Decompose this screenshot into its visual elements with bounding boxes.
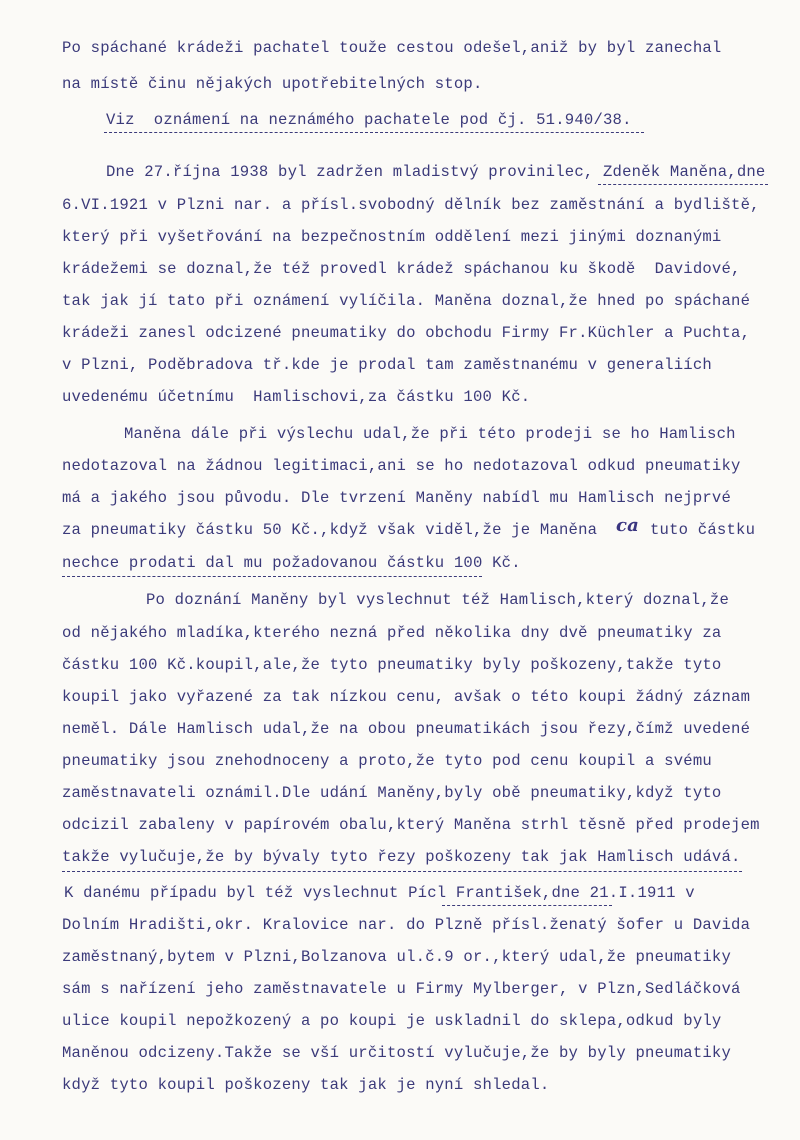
text-line-16: nechce prodati dal mu požadovanou částku 100 Kč.: [62, 554, 521, 572]
text-line-19: částku 100 Kč.koupil,ale,že tyto pneumatiky byly poškozeny,takže tyto: [62, 656, 722, 674]
name-underline: [598, 184, 768, 185]
reference-line: Viz oznámení na neznámého pachatele pod čj. 51.940/38.: [106, 111, 632, 129]
text-line-7: krádežemi se doznal,že též provedl krádež spáchanou ku škodě Davidové,: [62, 260, 741, 278]
text-line-30: ulice koupil nepožkozený a po koupi je uskladnil do sklepa,odkud byly: [62, 1012, 722, 1030]
text-line-29: sám s nařízení jeho zaměstnavatele u Firmy Mylberger, v Plzn,Sedláčková: [62, 980, 741, 998]
text-line-24: odcizil zabaleny v papírovém obalu,který Maněna strhl těsně před prodejem: [62, 816, 760, 834]
text-line-8: tak jak jí tato při oznámení vylíčila. Maněna doznal,že hned po spáchané: [62, 292, 751, 310]
text-line-21: neměl. Dále Hamlisch udal,že na obou pneumatikách jsou řezy,čímž uvedené: [62, 720, 751, 738]
handwritten-insert: ca: [616, 515, 640, 536]
text-line-17: Po doznání Maněny byl vyslechnut též Hamlisch,který doznal,že: [146, 591, 730, 609]
text-line-26: K danému případu byl též vyslechnut Pícl František,dne 21.I.1911 v: [64, 884, 695, 902]
section-underline: [62, 871, 742, 872]
text-line-1: Po spáchané krádeži pachatel touže cestou odešel,aniž by byl zanechal: [62, 39, 722, 57]
text-line-32: když tyto koupil poškozeny tak jak je nyní shledal.: [62, 1076, 550, 1094]
text-line-15: za pneumatiky částku 50 Kč.,když však viděl,že je Maněna: [62, 521, 598, 539]
text-line-6: který při vyšetřování na bezpečnostním oddělení mezi jinými doznanými: [62, 228, 722, 246]
text-line-9: krádeži zanesl odcizené pneumatiky do obchodu Firmy Fr.Küchler a Puchta,: [62, 324, 751, 342]
text-line-5: 6.VI.1921 v Plzni nar. a přísl.svobodný dělník bez zaměstnání a bydliště,: [62, 196, 760, 214]
text-line-14: má a jakého jsou původu. Dle tvrzení Maněny nabídl mu Hamlisch nejprvé: [62, 489, 732, 507]
reference-underline: [104, 132, 644, 133]
text-line-13: nedotazoval na žádnou legitimaci,ani se ho nedotazoval odkud pneumatiky: [62, 457, 741, 475]
text-line-11: uvedenému účetnímu Hamlischovi,za částku 100 Kč.: [62, 388, 531, 406]
text-line-12: Maněna dále při výslechu udal,že při této prodeji se ho Hamlisch: [124, 425, 736, 443]
witness-underline: [442, 905, 612, 906]
text-line-31: Maněnou odcizeny.Takže se vší určitostí vylučuje,že by byly pneumatiky: [62, 1044, 732, 1062]
text-line-10: v Plzni, Poděbradova tř.kde je prodal tam zaměstnanému v generaliích: [62, 356, 712, 374]
text-line-23: zaměstnavateli oznámil.Dle udání Maněny,byly obě pneumatiky,když tyto: [62, 784, 722, 802]
text-line-2: na místě činu nějakých upotřebitelných stop.: [62, 75, 483, 93]
text-line-15-cont: tuto částku: [650, 521, 756, 539]
text-line-18: od nějakého mladíka,kterého nezná před několika dny dvě pneumatiky za: [62, 624, 722, 642]
text-line-22: pneumatiky jsou znehodnoceny a proto,že tyto pod cenu koupil a svému: [62, 752, 712, 770]
text-line-27: Dolním Hradišti,okr. Kralovice nar. do Plzně přísl.ženatý šofer u Davida: [62, 916, 751, 934]
separator-line: [62, 576, 482, 577]
text-line-20: koupil jako vyřazené za tak nízkou cenu, avšak o této koupi žádný záznam: [62, 688, 751, 706]
text-line-28: zaměstnaný,bytem v Plzni,Bolzanova ul.č.9 or.,který udal,že pneumatiky: [62, 948, 732, 966]
text-line-25: takže vylučuje,že by bývaly tyto řezy poškozeny tak jak Hamlisch udává.: [62, 848, 741, 866]
text-line-4: Dne 27.října 1938 byl zadržen mladistvý provinilec, Zdeněk Maněna,dne: [106, 163, 766, 181]
